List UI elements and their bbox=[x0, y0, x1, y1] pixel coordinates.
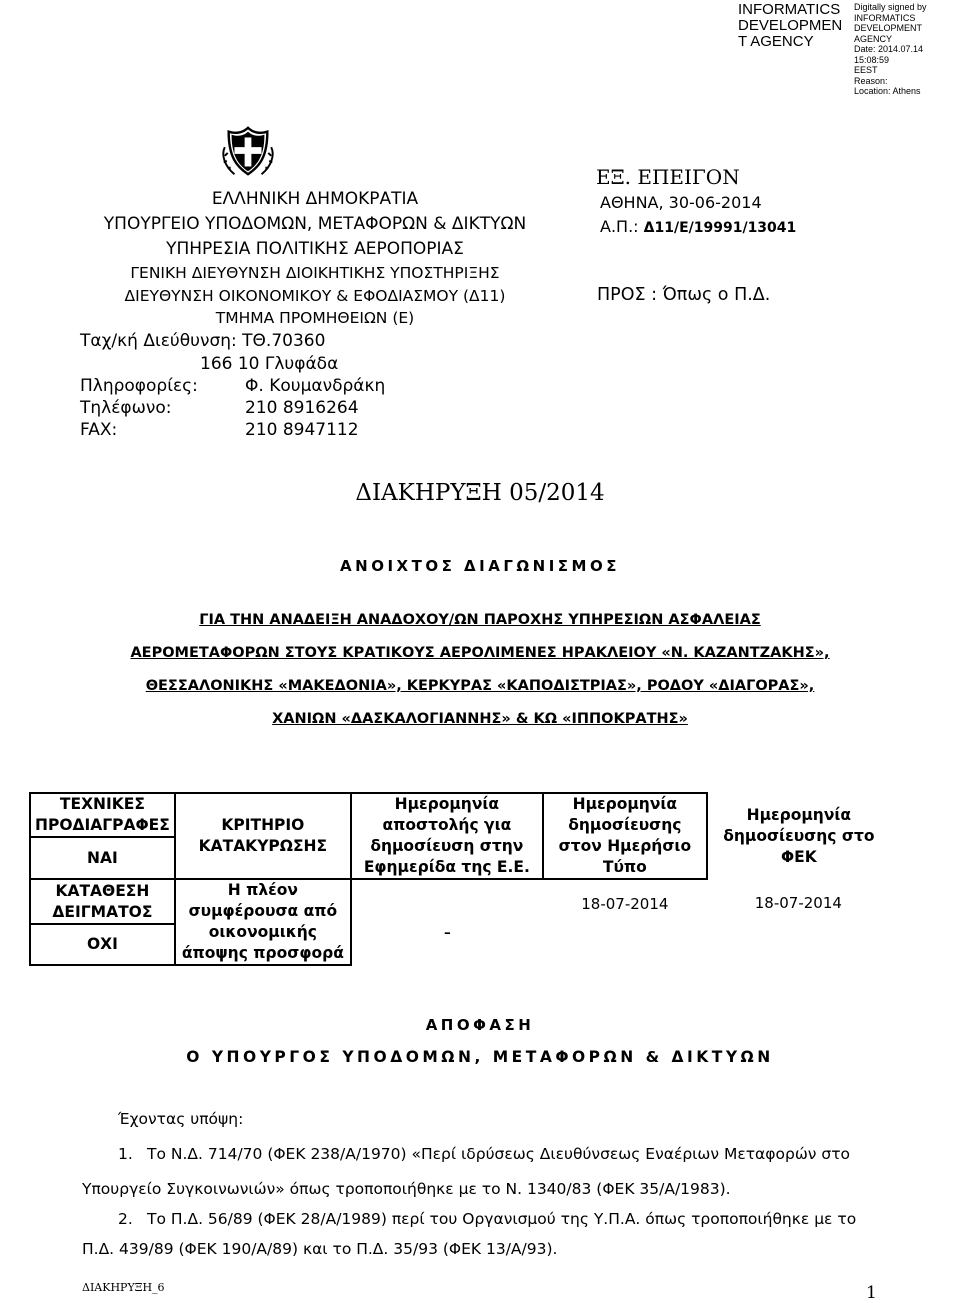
recipient: ΠΡΟΣ : Όπως ο Π.Δ. bbox=[597, 285, 771, 305]
subject-line-1: ΓΙΑ ΤΗΝ ΑΝΑΔΕΙΞΗ ΑΝΑΔΟΧΟΥ/ΩΝ ΠΑΡΟΧΗΣ ΥΠΗΡΕΣΙΩΝ ΑΣΦΑΛΕΙΑΣ bbox=[199, 612, 761, 628]
signature-details: Digitally signed by INFORMATICS DEVELOPMENT AGENCY Date: 2014.07.14 15:08:59 EEST Reason: Location: Athens bbox=[854, 2, 927, 96]
document-title: ΔΙΑΚΗΡΥΞΗ 05/2014 bbox=[355, 480, 605, 506]
subject-line-3: ΘΕΣΣΑΛΟΝΙΚΗΣ «ΜΑΚΕΔΟΝΙΑ», ΚΕΡΚΥΡΑΣ «ΚΑΠΟΔΙΣΤΡΙΑΣ», ΡΟΔΟΥ «ΔΙΑΓΟΡΑΣ», bbox=[145, 678, 815, 694]
fax-value: 210 8947112 bbox=[245, 420, 359, 440]
date-fek-header: Ημερομηνία δημοσίευσης στο ΦΕΚ bbox=[723, 805, 875, 866]
date-sent-header: Ημερομηνία αποστολής για δημοσίευση στην Εφημερίδα της Ε.Ε. bbox=[351, 793, 543, 879]
date-fek-value: 18-07-2014 bbox=[754, 894, 842, 912]
greek-coat-of-arms-icon bbox=[219, 122, 277, 180]
item-2-line-2: Π.Δ. 439/89 (ΦΕΚ 190/Α/89) και το Π.Δ. 35/93 (ΦΕΚ 13/Α/93). bbox=[82, 1240, 558, 1258]
decision-authority: Ο ΥΠΟΥΡΓΟΣ ΥΠΟΔΟΜΩΝ, ΜΕΤΑΦΟΡΩΝ & ΔΙΚΤΥΩΝ bbox=[186, 1048, 774, 1066]
date-daily-header: Ημερομηνία δημοσίευσης στον Ημερήσιο Τύπο bbox=[543, 793, 707, 879]
decision-title: ΑΠΟΦΑΣΗ bbox=[425, 1016, 535, 1034]
phone-value: 210 8916264 bbox=[245, 398, 359, 418]
subject-line-2: ΑΕΡΟΜΕΤΑΦΟΡΩΝ ΣΤΟΥΣ ΚΡΑΤΙΚΟΥΣ ΑΕΡΟΛΙΜΕΝΕΣ ΗΡΑΚΛΕΙΟΥ «Ν. ΚΑΖΑΝΤΖΑΚΗΣ», bbox=[130, 645, 830, 661]
document-date: ΑΘΗΝΑ, 30-06-2014 bbox=[600, 193, 762, 212]
item-1-line-2: Υπουργείο Συγκοινωνιών» όπως τροποποιήθηκε με το Ν. 1340/83 (ΦΕΚ 35/Α/1983). bbox=[82, 1180, 731, 1198]
letterhead-division: ΔΙΕΥΘΥΝΣΗ ΟΙΚΟΝΟΜΙΚΟΥ & ΕΦΟΔΙΑΣΜΟΥ (Δ11) bbox=[124, 287, 506, 305]
letterhead-service: ΥΠΗΡΕΣΙΑ ΠΟΛΙΤΙΚΗΣ ΑΕΡΟΠΟΡΙΑΣ bbox=[166, 239, 464, 259]
postal-city: 166 10 Γλυφάδα bbox=[200, 354, 339, 374]
tender-type: ΑΝΟΙΧΤΟΣ ΔΙΑΓΩΝΙΣΜΟΣ bbox=[340, 557, 620, 575]
letterhead-ministry: ΥΠΟΥΡΓΕΙΟ ΥΠΟΔΟΜΩΝ, ΜΕΤΑΦΟΡΩΝ & ΔΙΚΤΥΩΝ bbox=[103, 214, 527, 234]
urgency-label: ΕΞ. ΕΠΕΙΓΟΝ bbox=[596, 165, 740, 189]
criterion-value: Η πλέον συμφέρουσα από οικονομικής άποψης προσφορά bbox=[175, 879, 351, 965]
date-sent-value: - bbox=[443, 920, 451, 944]
info-value: Φ. Κουμανδράκη bbox=[245, 376, 386, 396]
subject-line-4: ΧΑΝΙΩΝ «ΔΑΣΚΑΛΟΓΙΑΝΝΗΣ» & ΚΩ «ΙΠΠΟΚΡΑΤΗΣ» bbox=[272, 711, 688, 727]
postal-address: Ταχ/κή Διεύθυνση: ΤΘ.70360 bbox=[80, 331, 326, 351]
page-number: 1 bbox=[866, 1283, 877, 1303]
info-label: Πληροφορίες: bbox=[80, 376, 198, 396]
tender-info-table bbox=[29, 792, 890, 966]
item-1-line-1: Το Ν.Δ. 714/70 (ΦΕΚ 238/Α/1970) «Περί ιδρύσεως Διευθύνσεως Εναέριων Μεταφορών στο bbox=[147, 1145, 851, 1163]
date-daily-value: 18-07-2014 bbox=[581, 895, 669, 913]
signature-organization: INFORMATICS DEVELOPMEN T AGENCY bbox=[738, 1, 843, 50]
item-2-line-1: Το Π.Δ. 56/89 (ΦΕΚ 28/Α/1989) περί του Οργανισμού της Υ.Π.Α. όπως τροποποιήθηκε με το bbox=[147, 1210, 857, 1228]
fax-label: FAX: bbox=[80, 420, 118, 440]
letterhead-department: ΤΜΗΜΑ ΠΡΟΜΗΘΕΙΩΝ (Ε) bbox=[215, 309, 415, 327]
phone-label: Τηλέφωνο: bbox=[80, 398, 172, 418]
criterion-header: ΚΡΙΤΗΡΙΟ ΚΑΤΑΚΥΡΩΣΗΣ bbox=[175, 793, 351, 879]
letterhead-directorate: ΓΕΝΙΚΗ ΔΙΕΥΘΥΝΣΗ ΔΙΟΙΚΗΤΙΚΗΣ ΥΠΟΣΤΗΡΙΞΗΣ bbox=[130, 264, 500, 282]
footer-doc-label: ΔΙΑΚΗΡΥΞΗ_6 bbox=[82, 1281, 165, 1294]
tech-specs-header: ΤΕΧΝΙΚΕΣ ΠΡΟΔΙΑΓΡΑΦΕΣ bbox=[30, 793, 175, 837]
item-number: 2. bbox=[118, 1210, 133, 1228]
letterhead-republic: ΕΛΛΗΝΙΚΗ ΔΗΜΟΚΡΑΤΙΑ bbox=[211, 189, 419, 209]
protocol-number: Α.Π.: Δ11/Ε/19991/13041 bbox=[600, 217, 797, 236]
item-number: 1. bbox=[118, 1145, 133, 1163]
tech-specs-value: ΝΑΙ bbox=[30, 837, 175, 879]
sample-header: ΚΑΤΑΘΕΣΗ ΔΕΙΓΜΑΤΟΣ bbox=[30, 879, 175, 924]
sample-value: ΟΧΙ bbox=[30, 924, 175, 965]
considering-label: Έχοντας υπόψη: bbox=[118, 1110, 244, 1128]
